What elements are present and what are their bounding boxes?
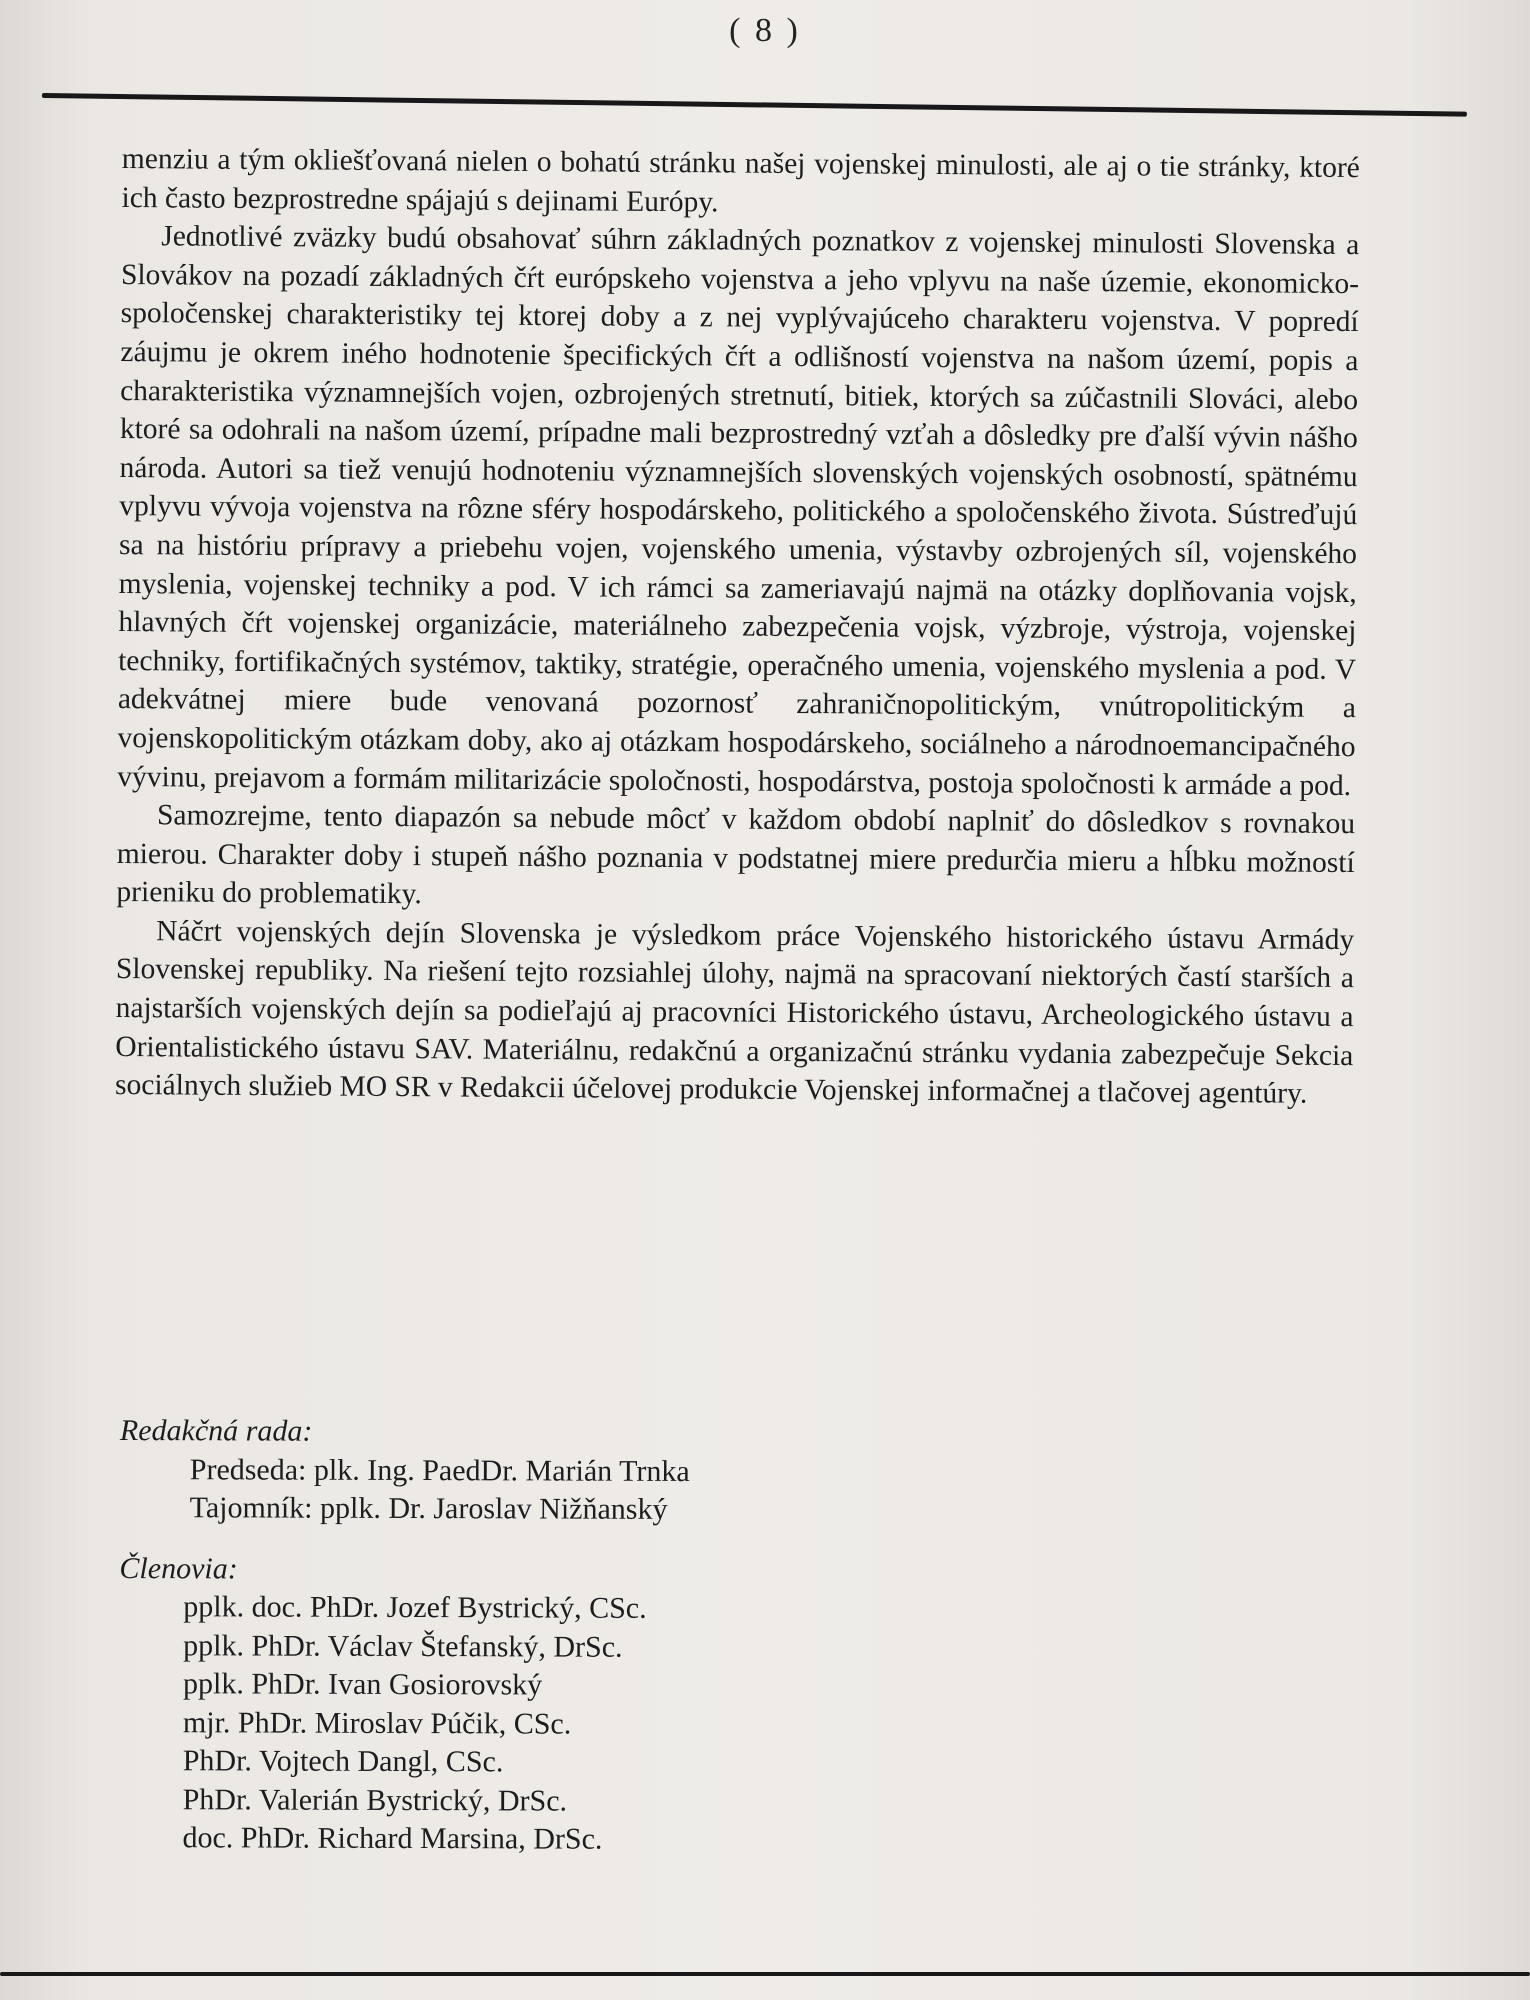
bottom-rule <box>0 1972 1530 1976</box>
top-rule <box>42 93 1467 117</box>
member-item: pplk. doc. PhDr. Jozef Bystrický, CSc. <box>183 1590 647 1625</box>
editorial-board-chair: Predseda: plk. Ing. PaedDr. Marián Trnka <box>189 1452 690 1488</box>
member-item: doc. PhDr. Richard Marsina, DrSc. <box>182 1821 603 1856</box>
member-item: pplk. PhDr. Ivan Gosiorovský <box>182 1667 543 1702</box>
member-item: mjr. PhDr. Miroslav Púčik, CSc. <box>182 1705 572 1741</box>
members-heading: Členovia: <box>119 1551 238 1585</box>
body-text <box>115 140 1360 1114</box>
paragraph-continuation: menziu a tým okliešťovaná nielen o bohatú stránku našej vojenskej minulosti, ale aj o tie stránky, ktoré ich často bezprostredne spájajú s dejinami Európy. <box>121 142 1360 218</box>
member-item: PhDr. Vojtech Dangl, CSc. <box>182 1744 504 1779</box>
paragraph-authors: Náčrt vojenských dejín Slovenska je výsledkom práce Vojenského historického ústavu Armády Slovenskej republiky. Na riešení tejto rozsiahlej úlohy, najmä na spracovaní niektorých častí starších a najstarších vojenských dejín sa podieľajú aj pracovníci Historického ústavu, Archeologického ústavu a Orientalistického ústavu SAV. Materiálnu, redakčnú a organizačnú stránku vydania zabezpečuje Sekcia sociálnych služieb MO SR v Redakcii účelovej produkcie Vojenskej informačnej a tlačovej agentúry. <box>114 915 1355 1110</box>
editorial-board-secretary: Tajomník: pplk. Dr. Jaroslav Nižňanský <box>189 1491 668 1526</box>
member-item: pplk. PhDr. Václav Štefanský, DrSc. <box>183 1628 623 1664</box>
paragraph-scope: Samozrejme, tento diapazón sa nebude môcť v každom období naplniť do dôsledkov s rovnakou mierou. Charakter doby i stupeň nášho poznania v podstatnej miere predurčia mieru a hĺbku možností prieniku do problematiky. <box>116 799 1356 911</box>
editorial-board-heading: Redakčná rada: <box>119 1414 313 1448</box>
member-item: PhDr. Valerián Bystrický, DrSc. <box>182 1782 568 1818</box>
paragraph-volumes-content: Jednotlivé zväzky budú obsahovať súhrn základných poznatkov z vojenskej minulosti Slovenska a Slovákov na pozadí základných čŕt európskeho vojenstva a jeho vplyvu na naše územie, ekonomicko-spoločenskej charakteristiky tej ktorej doby a z nej vyplývajúceho charakteru vojenstva. V popredí záujmu je okrem iného hodnotenie špecifických čŕt a odlišností vojenstva na našom území, popis a charakteristika významnejších vojen, ozbrojených stretnutí, bitiek, ktorých sa zúčastnili Slováci, alebo ktoré sa odohrali na našom území, prípadne mali bezprostredný vzťah a dôsledky pre ďalší vývin nášho národa. Autori sa tiež venujú hodnoteniu významnejších slovenských vojenských osobností, spätnému vplyvu vývoja vojenstva na rôzne sféry hospodárskeho, politického a spoločenského života. Sústreďujú sa na históriu prípravy a priebehu vojen, vojenského umenia, výstavby ozbrojených síl, vojenského myslenia, vojenskej techniky a pod. V ich rámci sa zameriavajú najmä na otázky doplňovania vojsk, hlavných čŕt vojenskej organizácie, materiálneho zabezpečenia vojsk, výzbroje, výstroja, vojenskej techniky, fortifikačných systémov, taktiky, stratégie, operačného umenia, vojenského myslenia a pod. V adekvátnej miere bude venovaná pozornosť zahraničnopolitickým, vnútropolitickým a vojenskopolitickým otázkam doby, ako aj otázkam hospodárskeho, sociálneho a národnoemancipačného vývinu, prejavom a formám militarizácie spoločnosti, hospodárstva, postoja spoločnosti k armáde a pod. <box>117 220 1360 802</box>
editorial-section <box>118 1412 1020 1861</box>
page-number: ( 8 ) <box>729 12 801 49</box>
members-list <box>118 1588 1019 1861</box>
